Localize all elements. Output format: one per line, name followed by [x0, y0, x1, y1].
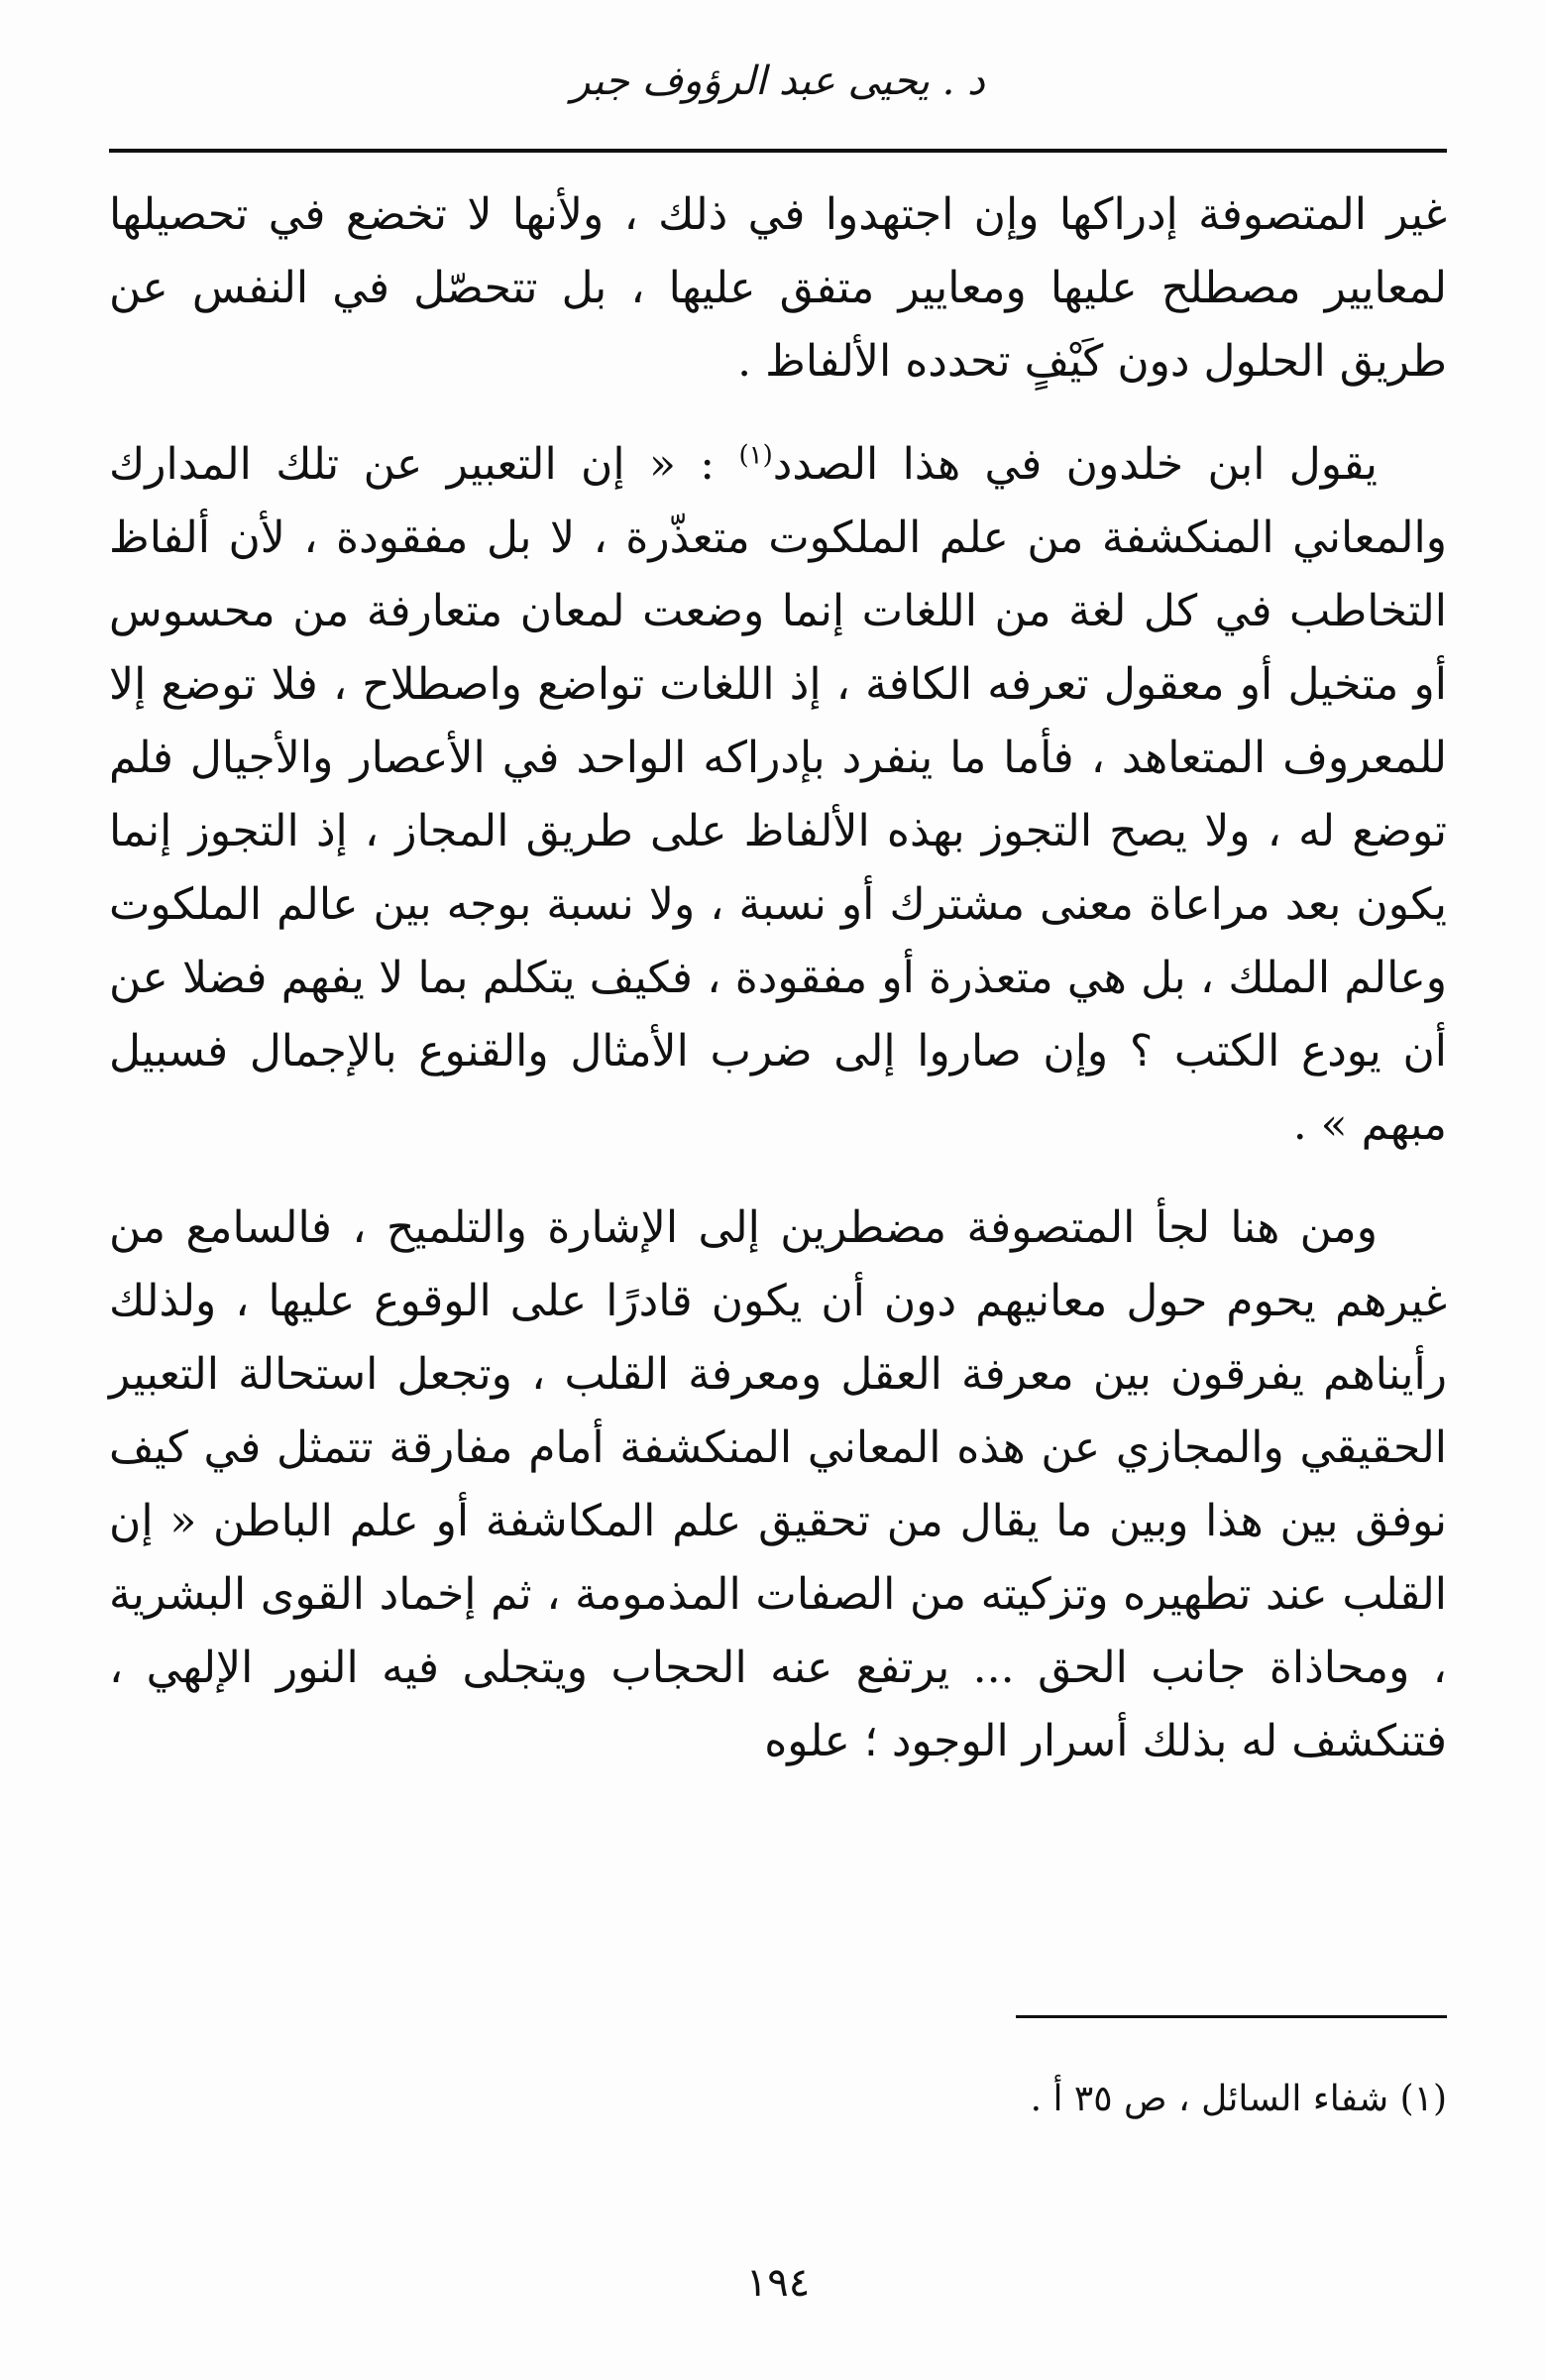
footnote-rule: [1016, 2015, 1447, 2018]
paragraph-2-quote: : « إن التعبير عن تلك المدارك والمعاني المنكشفة من علم الملكوت متعذّرة ، لا بل مفقودة ، لأن ألفاظ التخاطب في كل لغة من اللغات إنما وضعت لمعان متعارفة من محسوس أو متخيل أو معقول تعرفه الكافة ، إذ اللغات تواضع واصطلاح ، فلا توضع إلا للمعروف المتعاهد ، فأما ما ينفرد بإدراكه الواحد في الأعصار والأجيال فلم توضع له ، ولا يصح التجوز بهذه الألفاظ على طريق المجاز ، إذ التجوز إنما يكون بعد مراعاة معنى مشترك أو نسبة ، ولا نسبة بوجه بين عالم الملكوت وعالم الملك ، بل هي متعذرة أو مفقودة ، فكيف يتكلم بما لا يفهم فضلا عن أن يودع الكتب ؟ وإن صاروا إلى ضرب الأمثال والقنوع بالإجمال فسبيل مبهم » .: [109, 439, 1447, 1150]
paragraph-1: غير المتصوفة إدراكها وإن اجتهدوا في ذلك ، ولأنها لا تخضع في تحصيلها لمعايير مصطلح عليها ومعايير متفق عليها ، بل تتحصّل في النفس عن طريق الحلول دون كَيْفٍ تحدده الألفاظ .: [109, 189, 1447, 387]
footnote: (١) شفاء السائل ، ص ٣٥ أ .: [1030, 2079, 1447, 2119]
header-rule: [109, 149, 1447, 153]
running-header-author: د . يحيى عبد الرؤوف جبر: [571, 58, 985, 104]
paragraph-2-lead: يقول ابن خلدون في هذا الصدد: [772, 439, 1379, 490]
paragraph-3: ومن هنا لجأ المتصوفة مضطرين إلى الإشارة والتلميح ، فالسامع من غيرهم يحوم حول معانيهم دون أن يكون قادرًا على الوقوع عليها ، ولذلك رأيناهم يفرقون بين معرفة العقل ومعرفة القلب ، وتجعل استحالة التعبير الحقيقي والمجازي عن هذه المعاني المنكشفة أمام مفارقة تتمثل في كيف نوفق بين هذا وبين ما يقال من تحقيق علم المكاشفة أو علم الباطن « إن القلب عند تطهيره وتزكيته من الصفات المذمومة ، ثم إخماد القوى البشرية ، ومحاذاة جانب الحق ... يرتفع عنه الحجاب ويتجلى فيه النور الإلهي ، فتنكشف له بذلك أسرار الوجود ؛ علوه: [109, 1202, 1447, 1766]
body-text: [109, 178, 1447, 1778]
footnote-reference-mark: (١): [738, 440, 773, 471]
paragraph-2: [109, 428, 1447, 1162]
page-number: ١٩٤: [745, 2260, 811, 2306]
